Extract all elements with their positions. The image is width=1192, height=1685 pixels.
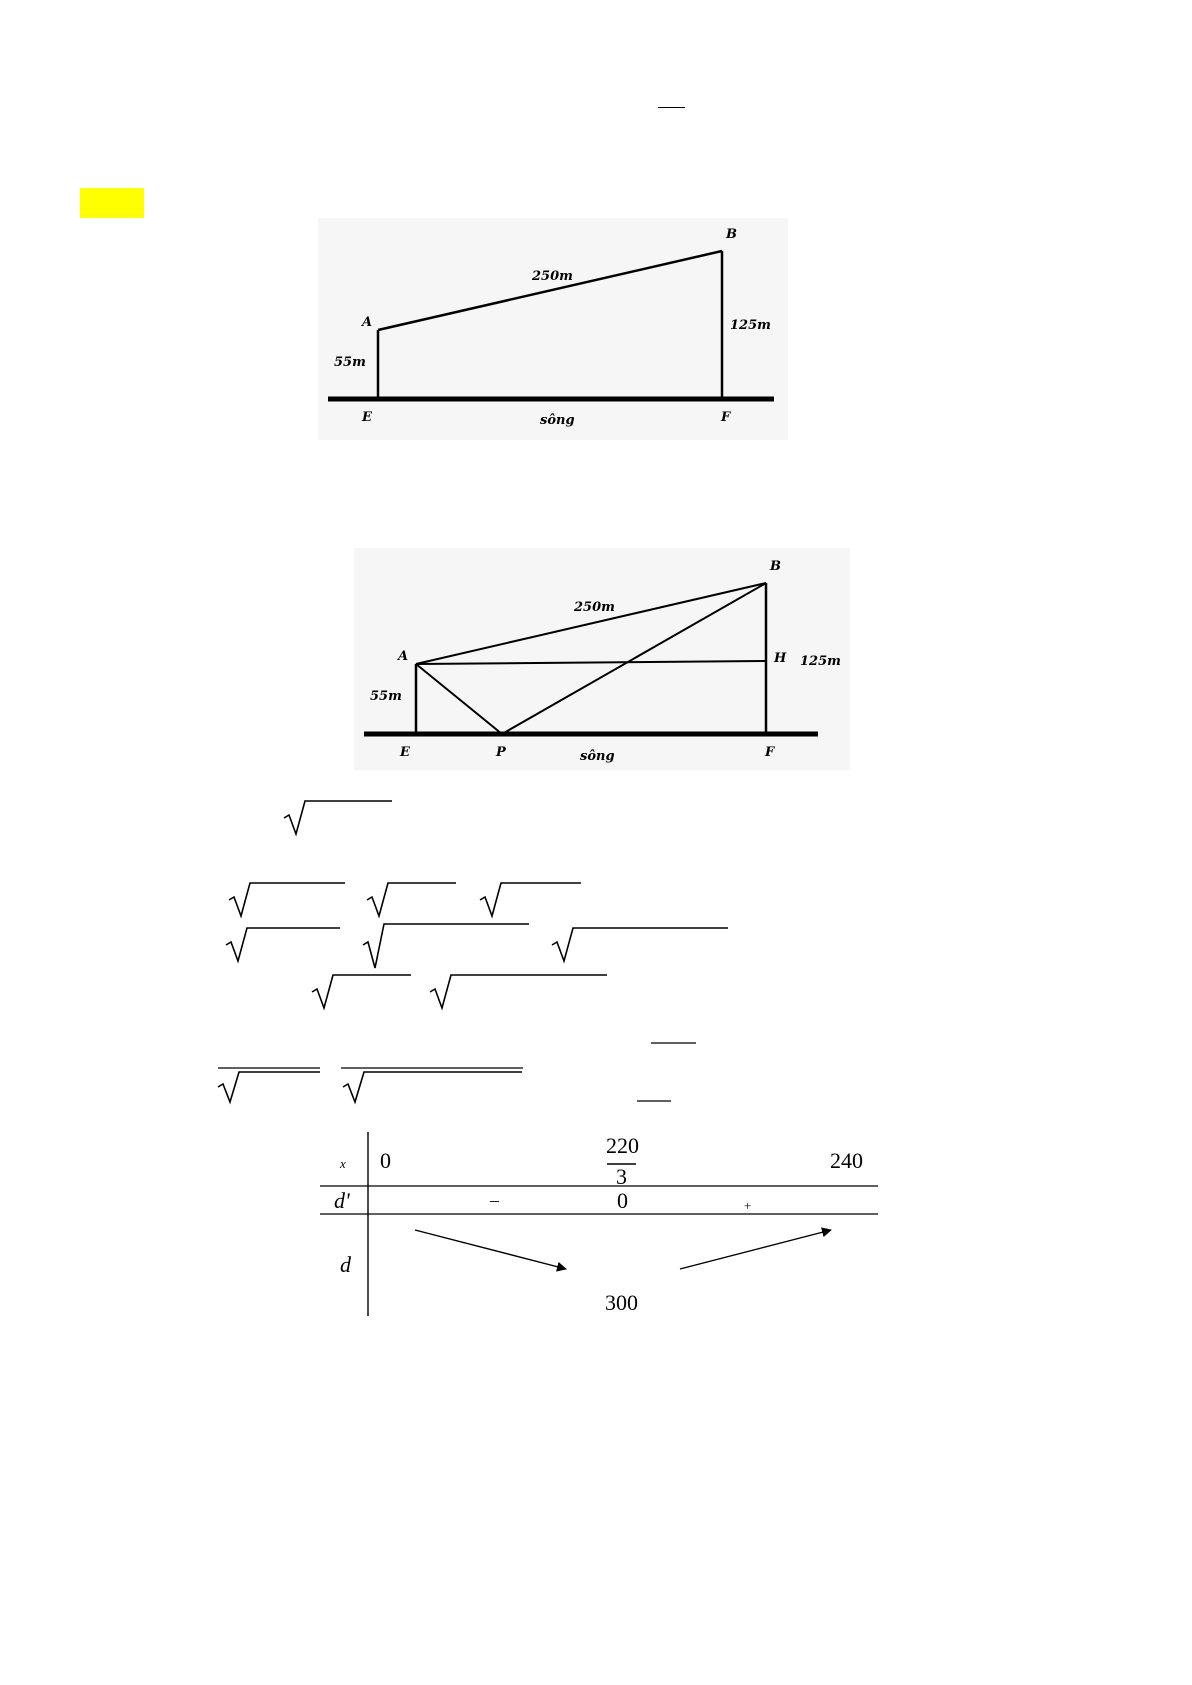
label-f: F — [721, 410, 731, 425]
fraction-bar — [658, 107, 685, 108]
label-b: B — [770, 559, 781, 574]
highlight-marker — [80, 188, 144, 218]
table-grid — [320, 1130, 880, 1318]
label-bf: 125m — [730, 318, 771, 333]
label-bf: 125m — [800, 654, 841, 669]
figure-2 — [354, 548, 850, 770]
x-end: 240 — [830, 1148, 863, 1173]
row-label-func: d — [340, 1252, 351, 1277]
label-river: sông — [580, 749, 615, 764]
row-label-deriv: d' — [334, 1188, 350, 1213]
label-ae: 55m — [334, 355, 366, 370]
label-a: A — [398, 649, 409, 664]
label-p: P — [496, 745, 506, 760]
sign-left: – — [490, 1190, 499, 1210]
x-mid-denominator: 3 — [616, 1164, 627, 1189]
label-ab: 250m — [574, 600, 615, 615]
x-start: 0 — [380, 1148, 391, 1173]
variation-table — [320, 1130, 880, 1318]
row-label-x: x — [340, 1156, 346, 1171]
deriv-zero: 0 — [617, 1188, 628, 1213]
label-river: sông — [540, 413, 575, 428]
label-h: H — [774, 651, 787, 666]
sign-right: + — [744, 1198, 752, 1213]
x-mid-numerator: 220 — [606, 1133, 639, 1158]
label-ae: 55m — [370, 689, 402, 704]
min-value: 300 — [605, 1290, 638, 1315]
label-ab: 250m — [532, 269, 573, 284]
label-e: E — [362, 410, 372, 425]
label-a: A — [362, 315, 373, 330]
arrow-down — [415, 1230, 566, 1269]
label-f: F — [765, 745, 775, 760]
label-b: B — [726, 227, 737, 242]
arrow-up — [680, 1230, 831, 1269]
radical-signs — [0, 780, 1192, 1140]
figure-1 — [318, 218, 788, 440]
label-e: E — [400, 745, 410, 760]
